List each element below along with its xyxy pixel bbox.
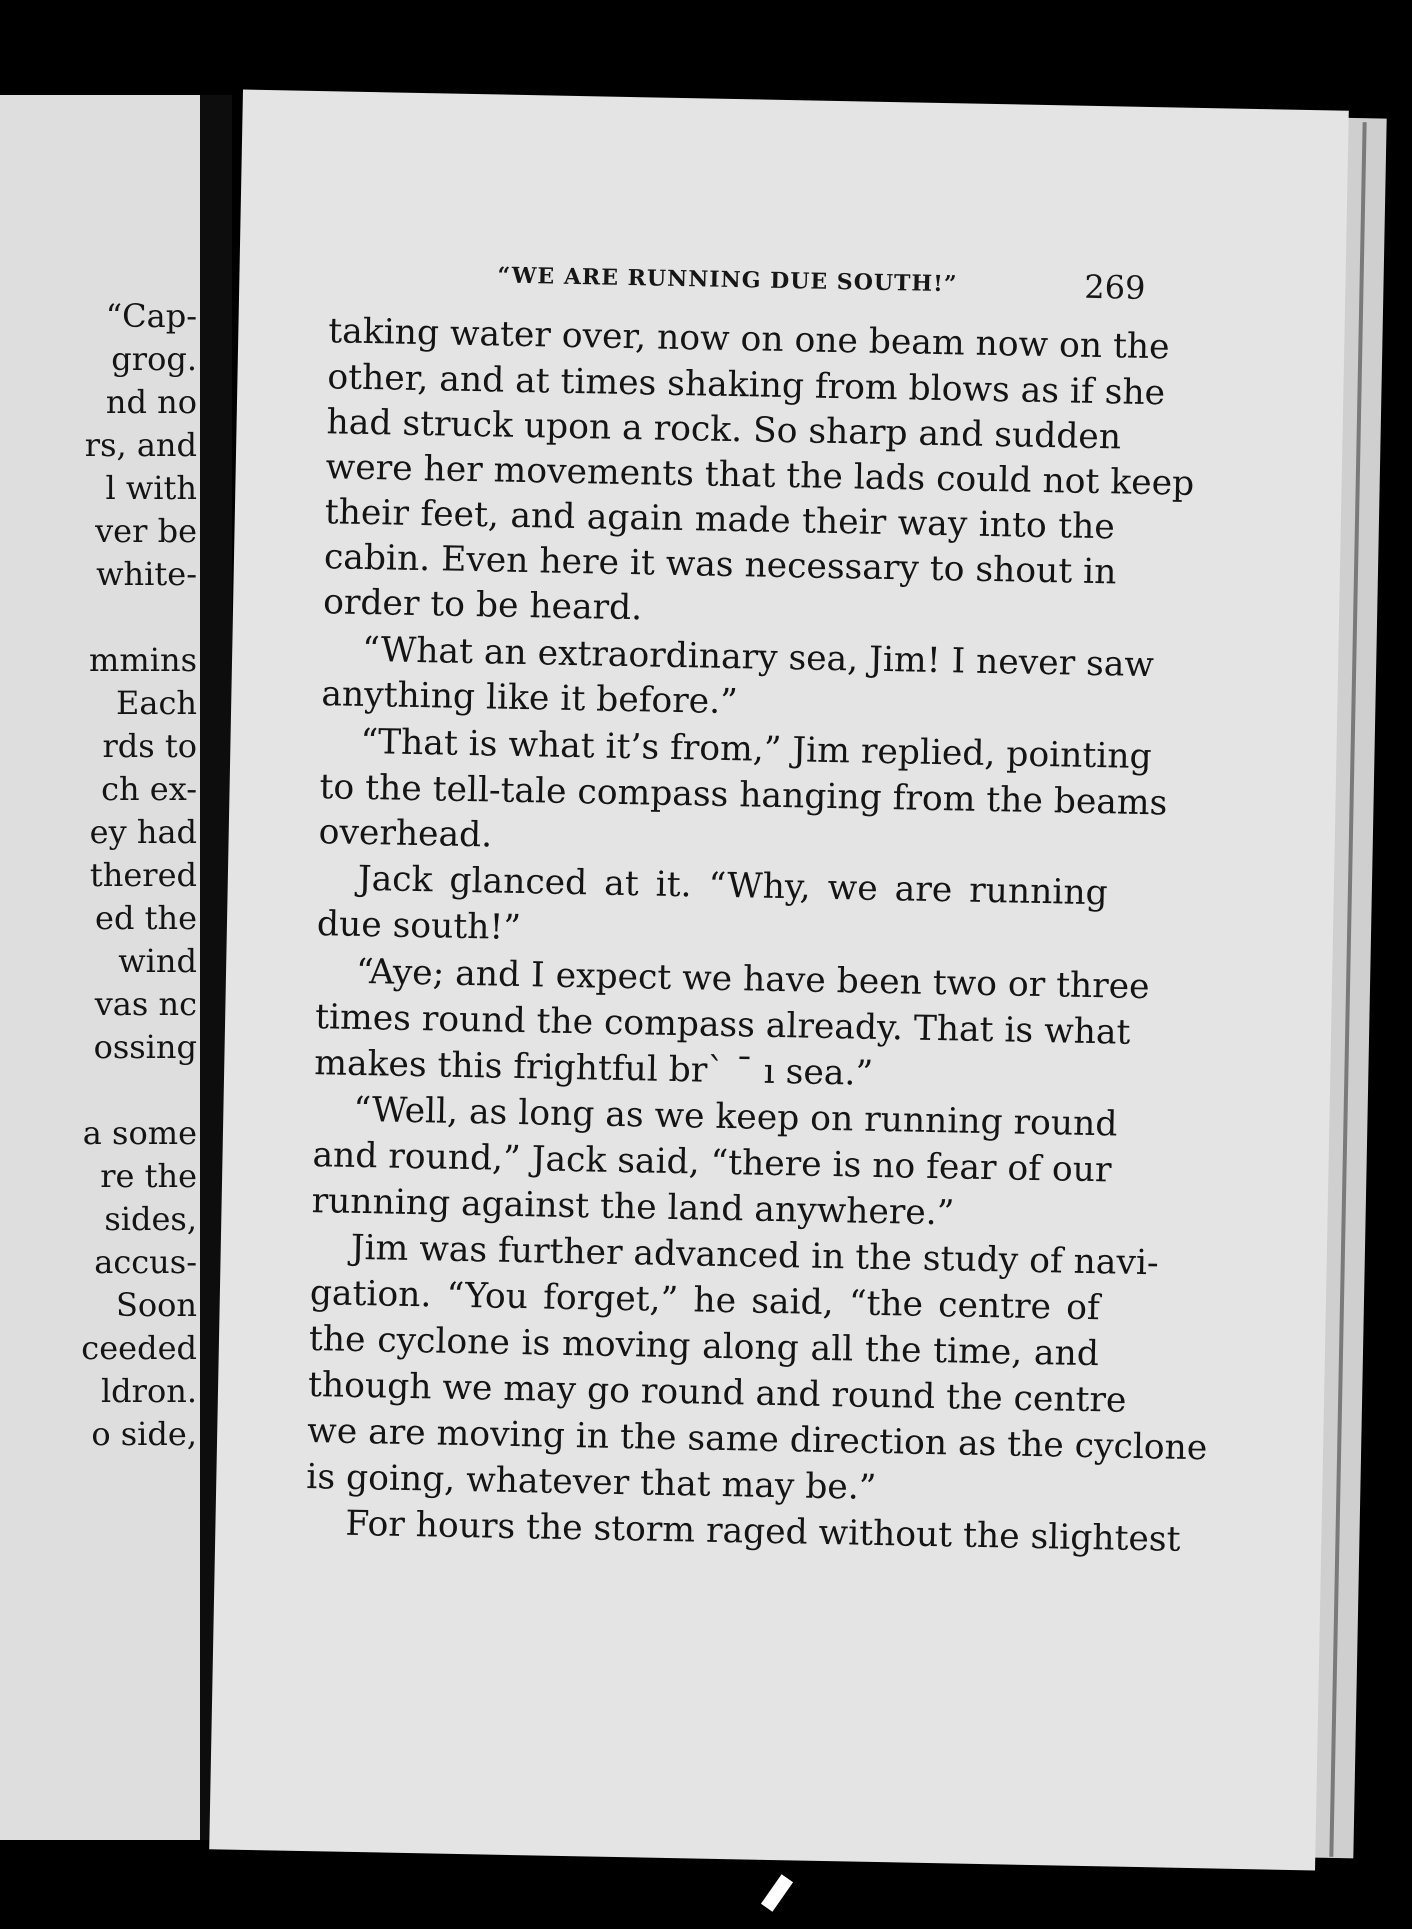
left-page-line: vas nc [94, 985, 197, 1023]
text-line: For hours the storm raged without the slightest [345, 1503, 1181, 1560]
left-page-line: ed the [95, 899, 197, 937]
text-line: overhead. [318, 812, 493, 856]
text-line: we are moving in the same direction as the cyclone [306, 1411, 1208, 1469]
left-page-line: Each [116, 684, 197, 722]
text-line: running against the land anywhere.” [311, 1181, 955, 1234]
text-line: due south!” [316, 904, 522, 949]
left-page-line: Soon [115, 1286, 197, 1324]
text-line: their feet, and again made their way into the [324, 492, 1116, 548]
left-page-line: rs, and [84, 426, 197, 464]
running-head: “WE ARE RUNNING DUE SOUTH!” [497, 262, 958, 298]
left-page-line: ossing [93, 1028, 197, 1066]
left-page-line: a some [82, 1114, 197, 1152]
left-page-line: “Cap- [105, 297, 197, 335]
left-page-line: accus- [94, 1243, 197, 1281]
left-page-line: ch ex- [101, 770, 197, 808]
text-line: makes this frightful brˋ ˉ ı sea.” [313, 1043, 874, 1094]
text-line: the cyclone is moving along all the time, and [308, 1319, 1100, 1375]
left-page-line: o side, [91, 1415, 197, 1453]
left-page-line: grog. [111, 340, 197, 378]
left-page-line: l with [105, 469, 197, 507]
left-page-line: white- [96, 555, 197, 593]
right-page [209, 90, 1349, 1871]
text-line: is going, whatever that may be.” [305, 1457, 877, 1508]
left-page-line: rds to [102, 727, 197, 765]
left-page-line: ldron. [100, 1372, 197, 1410]
text-line: Jim was further advanced in the study of navi- [350, 1227, 1159, 1284]
text-line: cabin. Even here it was necessary to shout in [323, 537, 1117, 593]
left-page-line: wind [118, 942, 197, 980]
text-line: order to be heard. [322, 582, 643, 629]
text-line: taking water over, now on one beam now on the [327, 311, 1170, 368]
text-line: “What an extraordinary sea, Jim! I never saw [361, 629, 1155, 686]
left-page-line: re the [100, 1157, 197, 1195]
text-line: “Well, as long as we keep on running round [353, 1089, 1118, 1145]
text-line: anything like it before.” [321, 674, 739, 723]
left-page-line: ver be [95, 512, 197, 550]
left-page-fragment [0, 95, 205, 1840]
text-line: were her movements that the lads could not keep [325, 447, 1195, 504]
left-page-line: sides, [104, 1200, 197, 1238]
left-page-line: ceeded [81, 1329, 197, 1367]
text-line: and round,” Jack said, “there is no fear of our [312, 1135, 1112, 1191]
left-page-line: nd no [105, 383, 197, 421]
text-line: “That is what it’s from,” Jim replied, pointing [360, 721, 1153, 778]
left-page-line: mmins [89, 641, 197, 679]
text-line: to the tell-tale compass hanging from the beams [319, 767, 1168, 824]
scan-speck [761, 1874, 793, 1912]
text-line: “Aye; and I expect we have been two or three [355, 951, 1150, 1008]
text-line: had struck upon a rock. So sharp and sudden [326, 402, 1122, 458]
left-page-line: thered [89, 856, 197, 894]
text-line: Jack glanced at it. “Why, we are running [357, 858, 1109, 914]
left-page-line: ey had [89, 813, 197, 851]
text-line: though we may go round and round the centre [307, 1365, 1127, 1421]
page-number: 269 [1084, 267, 1146, 307]
text-line: times round the compass already. That is what [314, 997, 1131, 1053]
text-line: other, and at times shaking from blows as if she [327, 357, 1166, 414]
text-line: gation. “You forget,” he said, “the centre of [309, 1273, 1101, 1329]
